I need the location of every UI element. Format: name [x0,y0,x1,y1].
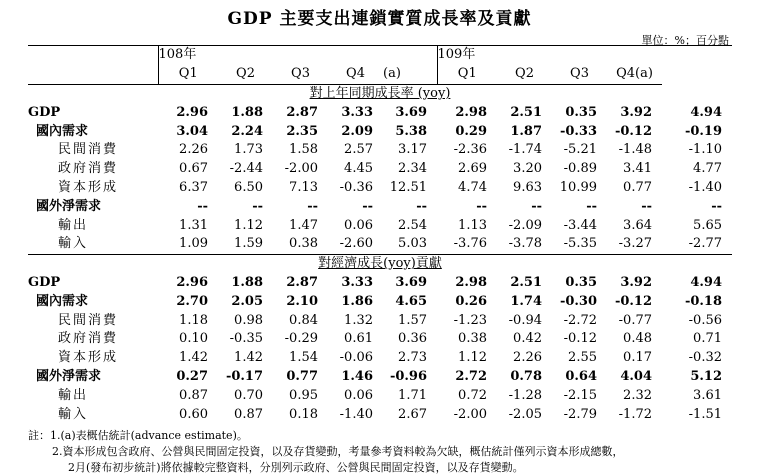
quarter-header: Q4(a) [607,65,662,84]
row-label: 國內需求 [36,293,89,309]
table-cell: 2.34 [398,161,427,177]
row-label: 資本形成 [58,179,119,195]
table-row [28,292,732,311]
quarter-header: Q2 [218,65,273,84]
row-label: 資本形成 [58,350,119,366]
table-row [28,235,732,254]
table-cell: -2.72 [563,312,597,328]
table-cell: 4.65 [395,293,427,309]
table-cell: -1.72 [618,406,652,422]
table-cell: 2.87 [286,274,318,290]
table-cell: -0.56 [688,312,722,328]
table-cell: -3.76 [453,236,487,252]
table-cell: -0.35 [229,331,263,347]
table-row [28,368,732,387]
table-cell: -2.05 [508,406,542,422]
table-cell: 2.57 [344,142,373,158]
row-label: 輸入 [58,236,89,252]
table-cell: 2.35 [286,123,318,139]
table-cell: 0.35 [565,274,597,290]
row-label: 輸出 [58,387,89,403]
table-cell: 0.78 [510,368,542,384]
table-cell: -0.36 [339,179,373,195]
table-row [28,405,732,424]
table-cell: -2.00 [284,161,318,177]
table-cell: 0.35 [565,104,597,120]
table-cell: 5.12 [690,368,722,384]
table-cell: 1.71 [398,387,427,403]
table-cell: 0.38 [289,236,318,252]
table-cell: 1.42 [179,350,208,366]
table-cell: 3.61 [693,387,722,403]
table-cell: -1.10 [688,142,722,158]
table-cell: 2.70 [176,293,208,309]
footnotes [28,428,624,476]
table-cell: -0.30 [559,293,597,309]
table-cell: 0.36 [398,331,427,347]
table-cell: -0.77 [618,312,652,328]
table-cell: 12.51 [389,179,427,195]
table-cell: -1.40 [339,406,373,422]
table-cell: 3.92 [620,104,652,120]
section-heading [28,84,732,103]
table-cell: 4.94 [690,104,722,120]
table-row [28,216,732,235]
year-header-109: 109年 [437,46,732,65]
table-cell: 0.87 [179,387,208,403]
table-cell: 2.51 [510,274,542,290]
quarter-header: (a) [383,65,437,84]
table-cell: 0.72 [458,387,487,403]
table-cell: 4.94 [690,274,722,290]
quarter-header: Q1 [158,65,218,84]
table-cell: 1.31 [179,217,208,233]
table-cell: 5.03 [398,236,427,252]
table-cell: 0.84 [289,312,318,328]
table-cell: 0.48 [623,331,652,347]
table-row [28,122,732,141]
table-cell: -3.27 [618,236,652,252]
row-label: 輸入 [58,406,89,422]
unit-label: 單位：%；百分點 [641,34,729,47]
table-cell: 1.73 [234,142,263,158]
year-header-108: 108年 [158,46,437,65]
table-cell: 2.26 [179,142,208,158]
footnote-1: 註：1.(a)表概估統計(advance estimate)。 [28,429,248,442]
table-cell: 0.06 [344,217,373,233]
table-cell: -0.94 [508,312,542,328]
table-cell: -- [711,198,722,214]
table-cell: 4.74 [458,179,487,195]
quarter-header: Q2 [497,65,552,84]
table-cell: 1.12 [458,350,487,366]
table-cell: 3.20 [513,161,542,177]
table-row [28,103,732,122]
table-cell: 3.33 [341,104,373,120]
table-cell: 6.37 [179,179,208,195]
table-cell: -0.12 [614,123,652,139]
table-cell: 0.26 [455,293,487,309]
table-cell: 0.70 [234,387,263,403]
table-cell: -2.09 [508,217,542,233]
table-cell: -1.28 [508,387,542,403]
table-cell: 1.42 [234,350,263,366]
footnote-2: 2.資本形成包含政府、公營與民間固定投資，以及存貨變動，考量參考資料較為欠缺，概估統計僅列示資本形成總數， [52,445,624,458]
table-cell: -0.12 [563,331,597,347]
table-cell: 4.45 [344,161,373,177]
table-cell: 5.65 [693,217,722,233]
quarter-header: Q3 [552,65,607,84]
table-cell: 1.54 [289,350,318,366]
table-cell: 1.46 [341,368,373,384]
table-cell: 3.64 [623,217,652,233]
table-cell: 2.87 [286,104,318,120]
section-heading-text: 對上年同期成長率 (yoy) [309,85,451,101]
table-cell: 1.32 [344,312,373,328]
table-cell: 3.69 [395,274,427,290]
row-label: 政府消費 [58,331,119,347]
table-cell: 2.67 [398,406,427,422]
table-cell: 0.10 [179,331,208,347]
table-cell: -0.18 [684,293,722,309]
table-cell: -- [252,198,263,214]
table-cell: 1.18 [179,312,208,328]
table-cell: 2.73 [398,350,427,366]
table-cell: 1.12 [234,217,263,233]
table-cell: -2.44 [229,161,263,177]
table-cell: -5.21 [563,142,597,158]
table-cell: -2.79 [563,406,597,422]
table-cell: -0.96 [389,368,427,384]
table-cell: 1.47 [289,217,318,233]
table-cell: 0.98 [234,312,263,328]
table-cell: 0.42 [513,331,542,347]
table-cell: 0.06 [344,387,373,403]
row-label: 輸出 [58,217,89,233]
table-cell: -3.78 [508,236,542,252]
table-cell: 2.05 [231,293,263,309]
table-cell: -- [641,198,652,214]
table-cell: 1.87 [510,123,542,139]
row-label: GDP [28,274,61,290]
table-cell: 0.64 [565,368,597,384]
table-cell: 3.17 [398,142,427,158]
table-cell: -0.89 [563,161,597,177]
table-cell: -0.17 [225,368,263,384]
table-cell: -0.29 [284,331,318,347]
table-cell: 2.10 [286,293,318,309]
table-row [28,160,732,179]
table-cell: 4.04 [620,368,652,384]
table-cell: -- [476,198,487,214]
table-row [28,349,732,368]
table-cell: -- [362,198,373,214]
table-cell: 2.51 [510,104,542,120]
table-cell: 1.88 [231,274,263,290]
table-cell: 1.57 [398,312,427,328]
table-cell: -1.74 [508,142,542,158]
table-cell: -- [586,198,597,214]
table-cell: 1.13 [458,217,487,233]
table-cell: 0.18 [289,406,318,422]
table-cell: 2.98 [455,274,487,290]
table-cell: 1.86 [341,293,373,309]
row-label: 國外淨需求 [36,368,102,384]
table-cell: -2.00 [453,406,487,422]
table-cell: -1.40 [688,179,722,195]
table-cell: 2.96 [176,274,208,290]
table-row [28,197,732,216]
table-cell: 0.67 [179,161,208,177]
table-cell: 0.27 [176,368,208,384]
gdp-table [28,45,732,424]
table-cell: 4.77 [693,161,722,177]
quarter-header: Q3 [273,65,328,84]
table-cell: -0.19 [684,123,722,139]
table-cell: -- [197,198,208,214]
table-cell: 2.54 [398,217,427,233]
table-cell: 0.77 [623,179,652,195]
table-cell: 2.24 [231,123,263,139]
table-cell: 1.59 [234,236,263,252]
table-cell: 0.95 [289,387,318,403]
table-row [28,274,732,293]
table-cell: -0.33 [559,123,597,139]
table-cell: 3.04 [176,123,208,139]
row-label: 民間消費 [58,312,119,328]
table-cell: 7.13 [289,179,318,195]
table-cell: -- [416,198,427,214]
table-row [28,179,732,198]
table-row [28,386,732,405]
table-cell: 2.09 [341,123,373,139]
table-cell: -0.06 [339,350,373,366]
page-title: GDP 主要支出連鎖實質成長率及貢獻 [227,9,532,29]
table-cell: -3.44 [563,217,597,233]
table-cell: -1.51 [688,406,722,422]
table-cell: 2.32 [623,387,652,403]
table-cell: 0.77 [286,368,318,384]
table-cell: -2.60 [339,236,373,252]
table-cell: 0.87 [234,406,263,422]
table-cell: 2.55 [568,350,597,366]
row-label: 國內需求 [36,123,89,139]
footnote-2-cont: 2月(發布初步統計)將依據較完整資料，分別列示政府、公營與民間固定投資，以及存貨變動。 [68,461,524,474]
table-cell: -2.36 [453,142,487,158]
table-cell: 0.17 [623,350,652,366]
section-heading [28,254,732,273]
table-cell: -- [531,198,542,214]
section-heading-text: 對經濟成長(yoy)貢獻 [318,256,442,272]
row-label: 民間消費 [58,142,119,158]
table-cell: 3.69 [395,104,427,120]
table-cell: -- [307,198,318,214]
quarter-header: Q1 [437,65,497,84]
table-cell: 3.41 [623,161,652,177]
table-cell: 1.09 [179,236,208,252]
table-cell: 10.99 [559,179,597,195]
table-cell: -0.32 [688,350,722,366]
table-cell: 2.26 [513,350,542,366]
table-cell: 2.98 [455,104,487,120]
table-cell: 2.69 [458,161,487,177]
row-label: 政府消費 [58,161,119,177]
table-cell: 3.33 [341,274,373,290]
table-cell: -2.15 [563,387,597,403]
table-cell: 6.50 [234,179,263,195]
table-cell: 9.63 [513,179,542,195]
table-cell: -2.77 [688,236,722,252]
table-cell: 1.88 [231,104,263,120]
table-cell: -5.35 [563,236,597,252]
table-cell: 0.38 [458,331,487,347]
table-cell: 0.60 [179,406,208,422]
row-label: 國外淨需求 [36,198,102,214]
table-row [28,330,732,349]
table-row [28,141,732,160]
table-cell: 0.29 [455,123,487,139]
table-cell: 2.72 [455,368,487,384]
table-cell: -1.48 [618,142,652,158]
row-label: GDP [28,104,61,120]
table-cell: -0.12 [614,293,652,309]
table-cell: 3.92 [620,274,652,290]
table-cell: 0.71 [693,331,722,347]
header-blank [28,46,158,65]
table-cell: -1.23 [453,312,487,328]
table-cell: 0.61 [344,331,373,347]
table-row [28,311,732,330]
table-cell: 1.58 [289,142,318,158]
quarter-header: Q4 [328,65,383,84]
table-cell: 2.96 [176,104,208,120]
table-cell: 1.74 [510,293,542,309]
header-blank [28,65,158,84]
table-cell: 5.38 [395,123,427,139]
